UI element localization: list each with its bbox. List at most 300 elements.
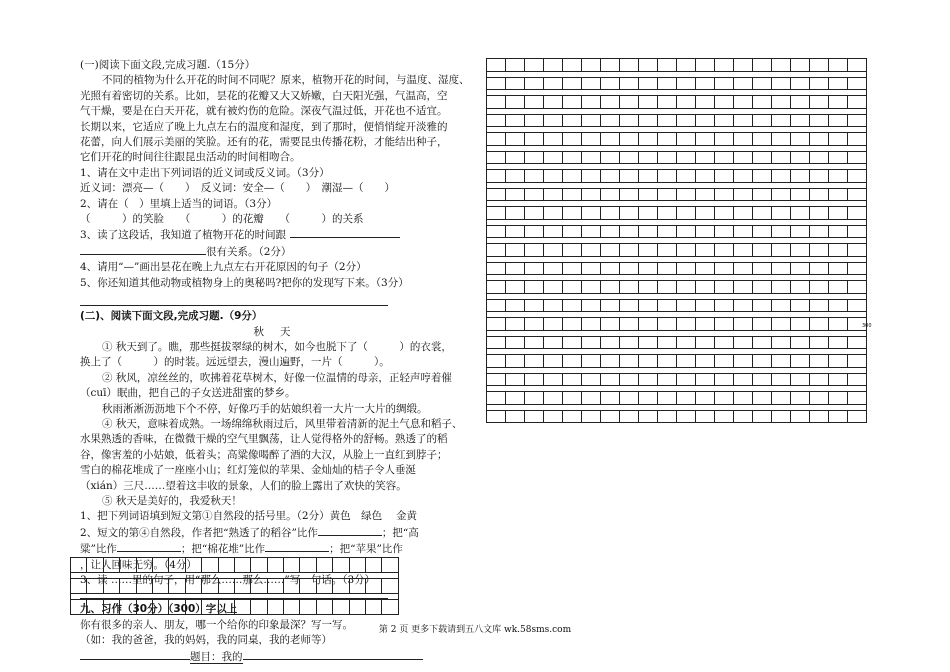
grid-cell[interactable] (829, 115, 848, 128)
grid-cell[interactable] (639, 226, 658, 239)
grid-cell[interactable] (487, 392, 506, 405)
grid-cell[interactable] (620, 207, 639, 220)
grid-cell[interactable] (620, 59, 639, 72)
grid-cell[interactable] (791, 337, 810, 350)
grid-cell[interactable] (601, 318, 620, 331)
grid-cell[interactable] (300, 600, 316, 615)
grid-cell[interactable] (300, 558, 316, 573)
grid-cell[interactable] (848, 300, 867, 313)
grid-cell[interactable] (696, 374, 715, 387)
grid-cell[interactable] (715, 170, 734, 183)
grid-cell[interactable] (544, 300, 563, 313)
grid-cell[interactable] (350, 558, 366, 573)
grid-cell[interactable] (810, 78, 829, 91)
grid-cell[interactable] (544, 96, 563, 109)
grid-cell[interactable] (848, 392, 867, 405)
grid-cell[interactable] (791, 411, 810, 424)
grid-cell[interactable] (677, 411, 696, 424)
grid-cell[interactable] (810, 263, 829, 276)
grid-cell[interactable] (848, 263, 867, 276)
grid-cell[interactable] (620, 152, 639, 165)
grid-cell[interactable] (810, 226, 829, 239)
grid-cell[interactable] (639, 411, 658, 424)
grid-cell[interactable] (120, 600, 136, 615)
grid-cell[interactable] (487, 115, 506, 128)
grid-cell[interactable] (268, 558, 284, 573)
grid-cell[interactable] (639, 78, 658, 91)
grid-cell[interactable] (639, 96, 658, 109)
grid-cell[interactable] (333, 579, 349, 594)
grid-cell[interactable] (677, 392, 696, 405)
grid-cell[interactable] (810, 189, 829, 202)
grid-cell[interactable] (186, 600, 202, 615)
grid-cell[interactable] (506, 152, 525, 165)
grid-cell[interactable] (696, 133, 715, 146)
grid-cell[interactable] (563, 59, 582, 72)
grid-cell[interactable] (506, 133, 525, 146)
grid-cell[interactable] (219, 600, 235, 615)
grid-cell[interactable] (601, 133, 620, 146)
grid-cell[interactable] (506, 374, 525, 387)
grid-cell[interactable] (487, 96, 506, 109)
grid-cell[interactable] (677, 355, 696, 368)
grid-cell[interactable] (829, 189, 848, 202)
topic-blank-right[interactable] (243, 649, 423, 660)
grid-cell[interactable] (563, 281, 582, 294)
grid-cell[interactable] (791, 207, 810, 220)
grid-cell[interactable] (639, 337, 658, 350)
grid-cell[interactable] (734, 337, 753, 350)
grid-cell[interactable] (810, 152, 829, 165)
grid-cell[interactable] (620, 78, 639, 91)
grid-cell[interactable] (639, 152, 658, 165)
grid-cell[interactable] (791, 392, 810, 405)
grid-cell[interactable] (350, 600, 366, 615)
grid-cell[interactable] (525, 411, 544, 424)
grid-cell[interactable] (848, 374, 867, 387)
grid-cell[interactable] (506, 189, 525, 202)
grid-cell[interactable] (601, 59, 620, 72)
grid-cell[interactable] (525, 96, 544, 109)
grid-cell[interactable] (620, 189, 639, 202)
grid-cell[interactable] (506, 318, 525, 331)
grid-cell[interactable] (734, 59, 753, 72)
grid-cell[interactable] (772, 281, 791, 294)
grid-cell[interactable] (772, 59, 791, 72)
grid-cell[interactable] (734, 374, 753, 387)
grid-cell[interactable] (601, 244, 620, 257)
grid-cell[interactable] (658, 355, 677, 368)
grid-cell[interactable] (677, 244, 696, 257)
grid-cell[interactable] (620, 300, 639, 313)
grid-cell[interactable] (620, 115, 639, 128)
grid-cell[interactable] (696, 207, 715, 220)
grid-cell[interactable] (753, 263, 772, 276)
grid-cell[interactable] (582, 411, 601, 424)
grid-cell[interactable] (506, 263, 525, 276)
grid-cell[interactable] (715, 152, 734, 165)
grid-cell[interactable] (544, 318, 563, 331)
grid-cell[interactable] (658, 133, 677, 146)
grid-cell[interactable] (251, 558, 267, 573)
grid-cell[interactable] (658, 115, 677, 128)
grid-cell[interactable] (848, 244, 867, 257)
grid-cell[interactable] (810, 207, 829, 220)
grid-cell[interactable] (235, 579, 251, 594)
grid-cell[interactable] (658, 96, 677, 109)
grid-cell[interactable] (829, 411, 848, 424)
grid-cell[interactable] (829, 355, 848, 368)
grid-cell[interactable] (791, 244, 810, 257)
answer-blank[interactable] (265, 541, 329, 552)
grid-cell[interactable] (772, 96, 791, 109)
grid-cell[interactable] (582, 189, 601, 202)
grid-cell[interactable] (251, 579, 267, 594)
grid-cell[interactable] (104, 579, 120, 594)
grid-cell[interactable] (186, 579, 202, 594)
grid-cell[interactable] (677, 78, 696, 91)
grid-cell[interactable] (829, 281, 848, 294)
grid-cell[interactable] (284, 579, 300, 594)
grid-cell[interactable] (696, 244, 715, 257)
grid-cell[interactable] (715, 207, 734, 220)
grid-cell[interactable] (582, 300, 601, 313)
grid-cell[interactable] (829, 152, 848, 165)
grid-cell[interactable] (791, 355, 810, 368)
grid-cell[interactable] (715, 115, 734, 128)
grid-cell[interactable] (563, 226, 582, 239)
grid-cell[interactable] (582, 392, 601, 405)
grid-cell[interactable] (791, 59, 810, 72)
grid-cell[interactable] (791, 318, 810, 331)
grid-cell[interactable] (544, 374, 563, 387)
grid-cell[interactable] (772, 300, 791, 313)
grid-cell[interactable] (582, 152, 601, 165)
grid-cell[interactable] (734, 115, 753, 128)
grid-cell[interactable] (639, 300, 658, 313)
grid-cell[interactable] (544, 244, 563, 257)
grid-cell[interactable] (658, 170, 677, 183)
grid-cell[interactable] (487, 281, 506, 294)
grid-cell[interactable] (300, 579, 316, 594)
grid-cell[interactable] (829, 244, 848, 257)
grid-cell[interactable] (734, 78, 753, 91)
grid-cell[interactable] (772, 133, 791, 146)
grid-cell[interactable] (506, 392, 525, 405)
grid-cell[interactable] (734, 207, 753, 220)
grid-cell[interactable] (753, 318, 772, 331)
grid-cell[interactable] (848, 355, 867, 368)
grid-cell[interactable] (715, 244, 734, 257)
grid-cell[interactable] (563, 263, 582, 276)
grid-cell[interactable] (563, 374, 582, 387)
grid-cell[interactable] (734, 96, 753, 109)
grid-cell[interactable] (71, 558, 87, 573)
grid-cell[interactable] (487, 152, 506, 165)
grid-cell[interactable] (506, 226, 525, 239)
grid-cell[interactable] (848, 411, 867, 424)
grid-cell[interactable] (696, 152, 715, 165)
grid-cell[interactable] (87, 600, 103, 615)
grid-cell[interactable] (658, 337, 677, 350)
grid-cell[interactable] (582, 337, 601, 350)
grid-cell[interactable] (544, 115, 563, 128)
grid-cell[interactable] (810, 170, 829, 183)
grid-cell[interactable] (753, 189, 772, 202)
grid-cell[interactable] (848, 96, 867, 109)
grid-cell[interactable] (169, 600, 185, 615)
grid-cell[interactable] (639, 115, 658, 128)
grid-cell[interactable] (620, 392, 639, 405)
grid-cell[interactable] (753, 207, 772, 220)
grid-cell[interactable] (734, 300, 753, 313)
grid-cell[interactable] (544, 263, 563, 276)
grid-cell[interactable] (696, 300, 715, 313)
grid-cell[interactable] (791, 189, 810, 202)
answer-blank[interactable] (80, 244, 206, 255)
grid-cell[interactable] (677, 170, 696, 183)
grid-cell[interactable] (829, 59, 848, 72)
grid-cell[interactable] (848, 133, 867, 146)
grid-cell[interactable] (810, 133, 829, 146)
grid-cell[interactable] (525, 355, 544, 368)
grid-cell[interactable] (544, 152, 563, 165)
grid-cell[interactable] (544, 226, 563, 239)
grid-cell[interactable] (715, 355, 734, 368)
grid-cell[interactable] (753, 281, 772, 294)
grid-cell[interactable] (677, 337, 696, 350)
grid-cell[interactable] (582, 59, 601, 72)
grid-cell[interactable] (734, 263, 753, 276)
grid-cell[interactable] (544, 170, 563, 183)
grid-cell[interactable] (563, 170, 582, 183)
grid-cell[interactable] (620, 355, 639, 368)
grid-cell[interactable] (772, 337, 791, 350)
grid-cell[interactable] (487, 133, 506, 146)
grid-cell[interactable] (169, 558, 185, 573)
grid-cell[interactable] (525, 133, 544, 146)
grid-cell[interactable] (829, 263, 848, 276)
grid-cell[interactable] (677, 152, 696, 165)
grid-cell[interactable] (137, 579, 153, 594)
grid-cell[interactable] (677, 207, 696, 220)
grid-cell[interactable] (715, 189, 734, 202)
grid-cell[interactable] (582, 170, 601, 183)
grid-cell[interactable] (696, 281, 715, 294)
grid-cell[interactable] (772, 207, 791, 220)
grid-cell[interactable] (601, 337, 620, 350)
grid-cell[interactable] (734, 244, 753, 257)
grid-cell[interactable] (753, 170, 772, 183)
writing-grid-right[interactable] (486, 58, 867, 423)
grid-cell[interactable] (639, 392, 658, 405)
grid-cell[interactable] (104, 558, 120, 573)
grid-cell[interactable] (639, 374, 658, 387)
grid-cell[interactable] (696, 392, 715, 405)
grid-cell[interactable] (506, 207, 525, 220)
grid-cell[interactable] (601, 392, 620, 405)
grid-cell[interactable] (696, 337, 715, 350)
grid-cell[interactable] (582, 115, 601, 128)
grid-cell[interactable] (582, 133, 601, 146)
grid-cell[interactable] (677, 281, 696, 294)
grid-cell[interactable] (658, 411, 677, 424)
grid-cell[interactable] (544, 355, 563, 368)
grid-cell[interactable] (544, 411, 563, 424)
grid-cell[interactable] (582, 96, 601, 109)
grid-cell[interactable] (829, 207, 848, 220)
grid-cell[interactable] (677, 318, 696, 331)
grid-cell[interactable] (601, 78, 620, 91)
grid-cell[interactable] (71, 600, 87, 615)
grid-cell[interactable] (317, 579, 333, 594)
grid-cell[interactable] (696, 78, 715, 91)
grid-cell[interactable] (620, 337, 639, 350)
grid-cell[interactable] (525, 78, 544, 91)
grid-cell[interactable] (829, 318, 848, 331)
grid-cell[interactable] (582, 78, 601, 91)
grid-cell[interactable] (601, 300, 620, 313)
grid-cell[interactable] (601, 355, 620, 368)
grid-cell[interactable] (544, 133, 563, 146)
grid-cell[interactable] (582, 207, 601, 220)
grid-cell[interactable] (677, 133, 696, 146)
grid-cell[interactable] (186, 558, 202, 573)
grid-cell[interactable] (639, 281, 658, 294)
grid-cell[interactable] (639, 133, 658, 146)
grid-cell[interactable] (582, 374, 601, 387)
grid-cell[interactable] (620, 374, 639, 387)
grid-cell[interactable] (487, 318, 506, 331)
grid-cell[interactable] (235, 558, 251, 573)
grid-cell[interactable] (620, 244, 639, 257)
grid-cell[interactable] (658, 392, 677, 405)
grid-cell[interactable] (620, 96, 639, 109)
grid-cell[interactable] (563, 78, 582, 91)
grid-cell[interactable] (715, 263, 734, 276)
grid-cell[interactable] (506, 281, 525, 294)
grid-cell[interactable] (487, 59, 506, 72)
grid-cell[interactable] (317, 558, 333, 573)
grid-cell[interactable] (544, 392, 563, 405)
grid-cell[interactable] (848, 115, 867, 128)
grid-cell[interactable] (677, 263, 696, 276)
grid-cell[interactable] (525, 281, 544, 294)
grid-cell[interactable] (601, 207, 620, 220)
grid-cell[interactable] (284, 558, 300, 573)
grid-cell[interactable] (696, 59, 715, 72)
grid-cell[interactable] (601, 263, 620, 276)
grid-cell[interactable] (753, 226, 772, 239)
grid-cell[interactable] (772, 355, 791, 368)
grid-cell[interactable] (563, 318, 582, 331)
grid-cell[interactable] (382, 558, 398, 573)
grid-cell[interactable] (848, 226, 867, 239)
grid-cell[interactable] (848, 78, 867, 91)
grid-cell[interactable] (829, 392, 848, 405)
grid-cell[interactable] (620, 318, 639, 331)
grid-cell[interactable] (506, 115, 525, 128)
grid-cell[interactable] (791, 152, 810, 165)
grid-cell[interactable] (506, 96, 525, 109)
grid-cell[interactable] (104, 600, 120, 615)
grid-cell[interactable] (366, 558, 382, 573)
grid-cell[interactable] (525, 318, 544, 331)
grid-cell[interactable] (734, 152, 753, 165)
grid-cell[interactable] (525, 152, 544, 165)
grid-cell[interactable] (601, 281, 620, 294)
grid-cell[interactable] (582, 355, 601, 368)
grid-cell[interactable] (563, 355, 582, 368)
grid-cell[interactable] (506, 337, 525, 350)
grid-cell[interactable] (544, 281, 563, 294)
grid-cell[interactable] (734, 318, 753, 331)
grid-cell[interactable] (658, 374, 677, 387)
grid-cell[interactable] (137, 600, 153, 615)
grid-cell[interactable] (506, 244, 525, 257)
grid-cell[interactable] (202, 579, 218, 594)
grid-cell[interactable] (563, 411, 582, 424)
grid-cell[interactable] (791, 300, 810, 313)
grid-cell[interactable] (563, 392, 582, 405)
grid-cell[interactable] (772, 152, 791, 165)
grid-cell[interactable] (734, 281, 753, 294)
grid-cell[interactable] (333, 558, 349, 573)
grid-cell[interactable] (563, 189, 582, 202)
grid-cell[interactable] (753, 96, 772, 109)
grid-cell[interactable] (333, 600, 349, 615)
grid-cell[interactable] (734, 226, 753, 239)
grid-cell[interactable] (487, 244, 506, 257)
grid-cell[interactable] (772, 78, 791, 91)
grid-cell[interactable] (601, 189, 620, 202)
grid-cell[interactable] (753, 300, 772, 313)
grid-cell[interactable] (506, 300, 525, 313)
grid-cell[interactable] (848, 152, 867, 165)
grid-cell[interactable] (715, 226, 734, 239)
grid-cell[interactable] (696, 318, 715, 331)
grid-cell[interactable] (487, 300, 506, 313)
grid-cell[interactable] (487, 263, 506, 276)
grid-cell[interactable] (639, 263, 658, 276)
grid-cell[interactable] (658, 263, 677, 276)
grid-cell[interactable] (848, 170, 867, 183)
grid-cell[interactable] (544, 59, 563, 72)
grid-cell[interactable] (715, 300, 734, 313)
grid-cell[interactable] (71, 579, 87, 594)
grid-cell[interactable] (487, 170, 506, 183)
grid-cell[interactable] (620, 170, 639, 183)
grid-cell[interactable] (639, 59, 658, 72)
grid-cell[interactable] (601, 374, 620, 387)
grid-cell[interactable] (202, 600, 218, 615)
grid-cell[interactable] (753, 115, 772, 128)
grid-cell[interactable] (658, 152, 677, 165)
grid-cell[interactable] (715, 411, 734, 424)
grid-cell[interactable] (601, 226, 620, 239)
grid-cell[interactable] (753, 78, 772, 91)
grid-cell[interactable] (696, 189, 715, 202)
topic-blank-left[interactable] (80, 649, 190, 660)
grid-cell[interactable] (772, 392, 791, 405)
grid-cell[interactable] (715, 392, 734, 405)
grid-cell[interactable] (169, 579, 185, 594)
grid-cell[interactable] (677, 189, 696, 202)
grid-cell[interactable] (829, 374, 848, 387)
grid-cell[interactable] (715, 318, 734, 331)
grid-cell[interactable] (810, 244, 829, 257)
grid-cell[interactable] (810, 115, 829, 128)
